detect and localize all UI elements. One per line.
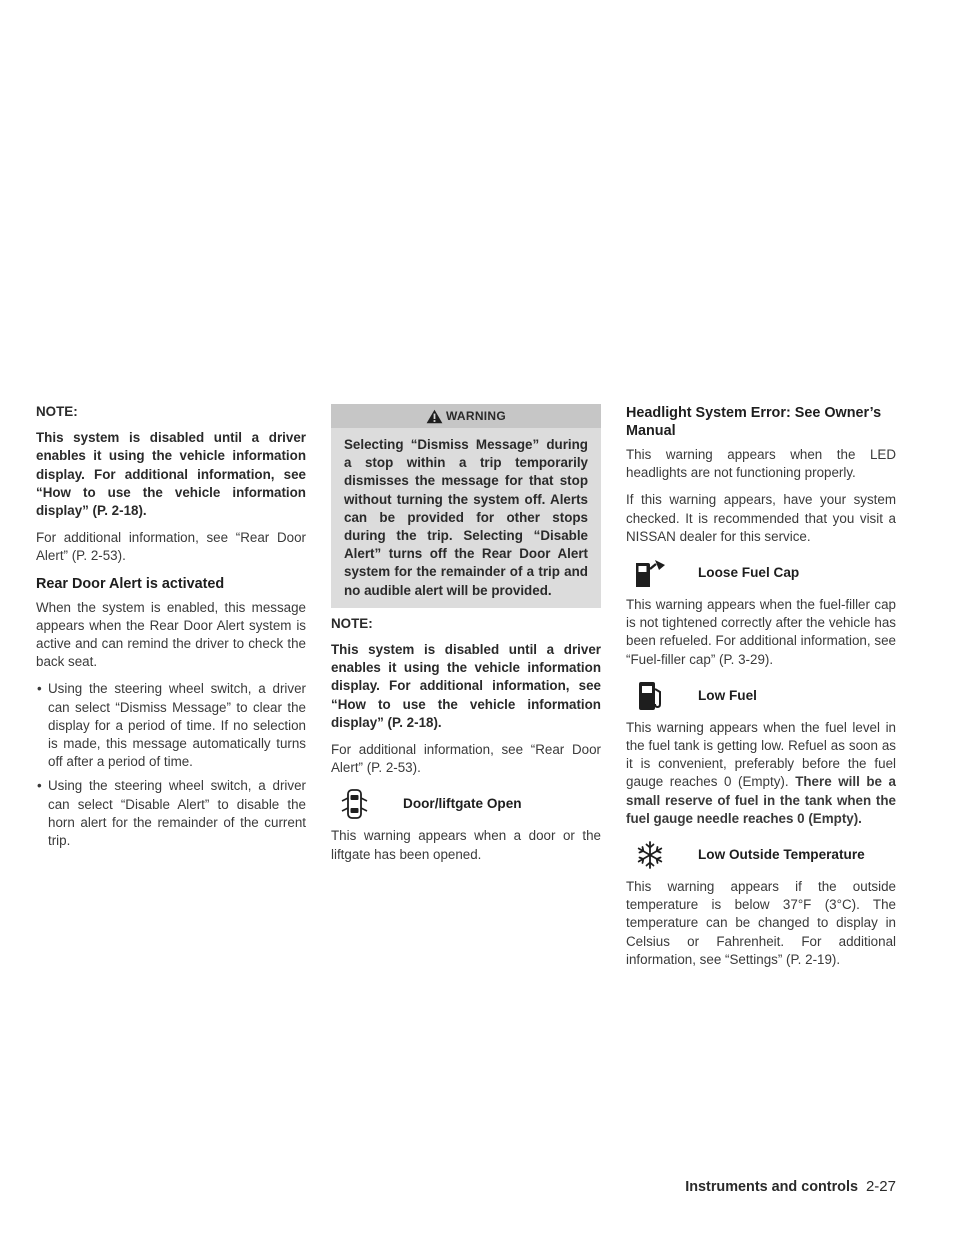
fuel-cap-icon — [633, 557, 667, 589]
door-open-heading — [331, 787, 601, 821]
page-footer — [0, 1178, 896, 1195]
reference-text: For additional information, see “Rear Door Alert” (P. 2-53). — [36, 530, 306, 564]
section-heading: Headlight System Error: See Owner’s Manual — [626, 405, 882, 439]
fuel-pump-icon — [635, 680, 665, 712]
page-number: 2-27 — [865, 1178, 896, 1195]
note-label: NOTE: — [36, 404, 78, 419]
fuel-cap-heading — [626, 556, 896, 590]
note-label: NOTE: — [331, 615, 373, 631]
low-temp-title: Low Outside Temperature — [698, 846, 865, 862]
body-paragraph: This warning appears when a door or the liftgate has been opened. — [331, 828, 601, 862]
section-heading: Rear Door Alert is activated — [36, 575, 225, 592]
column-right — [626, 396, 896, 978]
note-text: This system is disabled until a driver enables it using the vehicle information display. For additional information, see “How to use the vehicle information display” (P. 2-18). — [36, 430, 306, 519]
warning-triangle-icon — [426, 409, 443, 424]
body-paragraph: This warning appears if the outside temperature is below 37°F (3°C). The temperature can be changed to display in Celsius or Fahrenheit. For additional information, see “Settings” (P. 2-19). — [626, 879, 896, 967]
low-fuel-title: Low Fuel — [698, 687, 757, 703]
door-open-title: Door/liftgate Open — [403, 796, 522, 812]
body-paragraph — [626, 719, 896, 828]
body-paragraph: When the system is enabled, this message appears when the Rear Door Alert system is active and can remind the driver to check the back seat. — [36, 599, 306, 670]
bullet-list — [36, 680, 306, 850]
fuel-cap-title: Loose Fuel Cap — [698, 564, 800, 580]
column-left — [36, 396, 306, 858]
warning-header — [331, 404, 601, 428]
body-paragraph: If this warning appears, have your system checked. It is recommended that you visit a NISSAN dealer for this service. — [626, 492, 896, 544]
column-middle — [331, 396, 601, 873]
snowflake-icon — [635, 840, 665, 870]
low-fuel-bold-text: There will be a small reserve of fuel in the tank when the fuel gauge needle reaches 0 (Empty). — [626, 774, 896, 826]
list-item: • Using the steering wheel switch, a driver can select “Dismiss Message” to clear the display for a period of time. If no selection is made, this message automatically turns off after a period of time. — [36, 680, 306, 771]
low-fuel-text: This warning appears when the fuel level in the fuel tank is getting low. Refuel as soon as it is convenient, preferably before the fuel gauge reaches 0 (Empty). — [626, 719, 896, 790]
warning-box — [331, 404, 601, 608]
low-fuel-heading — [626, 679, 896, 713]
body-paragraph: This warning appears when the LED headlights are not functioning properly. — [626, 447, 896, 481]
low-temp-heading — [626, 838, 896, 872]
body-paragraph: This warning appears when the fuel-filler cap is not tightened correctly after the vehicle has been refueled. For additional information, see “Fuel-filler cap” (P. 3-29). — [626, 597, 896, 667]
warning-label: WARNING — [445, 408, 507, 423]
door-open-icon — [340, 788, 370, 820]
reference-text: For additional information, see “Rear Door Alert” (P. 2-53). — [331, 742, 601, 776]
warning-text: Selecting “Dismiss Message” during a stop within a trip temporarily dismisses the message for that stop without turning the system off. Alerts can be provided for other stops during the trip. Selecting “Disable Alert” turns off the Rear Door Alert system for the remainder of a trip and no audible alert will be provided. — [344, 437, 588, 598]
section-name: Instruments and controls — [685, 1179, 858, 1195]
list-item: • Using the steering wheel switch, a driver can select “Disable Alert” to disable the horn alert for the remainder of the current trip. — [36, 777, 306, 850]
note-text: This system is disabled until a driver enables it using the vehicle information display. For additional information, see “How to use the vehicle information display” (P. 2-18). — [331, 642, 601, 730]
